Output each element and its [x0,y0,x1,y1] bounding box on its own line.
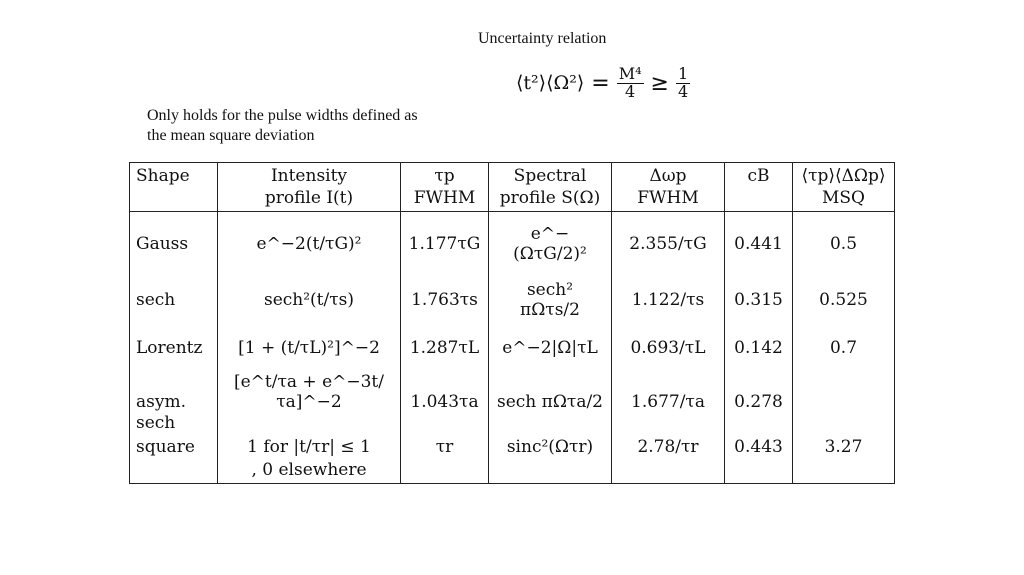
header-intensity: Intensity profile I(t) [218,163,401,212]
slide-title: Uncertainty relation [478,30,607,47]
header-delta-omega: Δωp FWHM [612,163,725,212]
formula-geq: ≥ [650,70,669,96]
uncertainty-formula [516,66,690,101]
header-spectral: Spectral profile S(Ω) [489,163,612,212]
formula-fraction-1: $\frac{\text{M⁴}}{4}$ [618,64,642,101]
table-header-row [130,163,895,212]
table-row: Lorentz [1 + (t/τL)²]^−2 1.287τL e^−2|Ω|τL 0.693/τL 0.142 0.7 [130,324,895,372]
table-row: sech sech²(t/τs) 1.763τs sech² πΩτs/2 1.122/τs 0.315 0.525 [130,276,895,324]
header-tau-p: τp FWHM [401,163,489,212]
header-cb: cB [725,163,793,212]
pulse-shape-table [129,162,895,484]
header-shape: Shape [130,163,218,212]
table-row: square 1 for |t/τr| ≤ 1 τr sinc²(Ωτr) 2.78/τr 0.443 3.27 [130,434,895,460]
table-row: , 0 elsewhere [130,460,895,484]
formula-equals: = [591,70,610,96]
table-row: Gauss e^−2(t/τG)² 1.177τG e^−(ΩτG/2)² 2.355/τG 0.441 0.5 [130,212,895,276]
header-product: ⟨τp⟩⟨ΔΩp⟩ MSQ [793,163,895,212]
validity-note: Only holds for the pulse widths defined as the mean square deviation [147,107,418,144]
table-row: sech [130,412,895,434]
formula-lhs: ⟨t²⟩⟨Ω²⟩ [516,72,585,95]
table-row: asym. [e^t/τa + e^−3t/τa]^−2 1.043τa sech πΩτa/2 1.677/τa 0.278 [130,372,895,412]
formula-fraction-2: $\frac{1}{4}$ [677,64,689,101]
